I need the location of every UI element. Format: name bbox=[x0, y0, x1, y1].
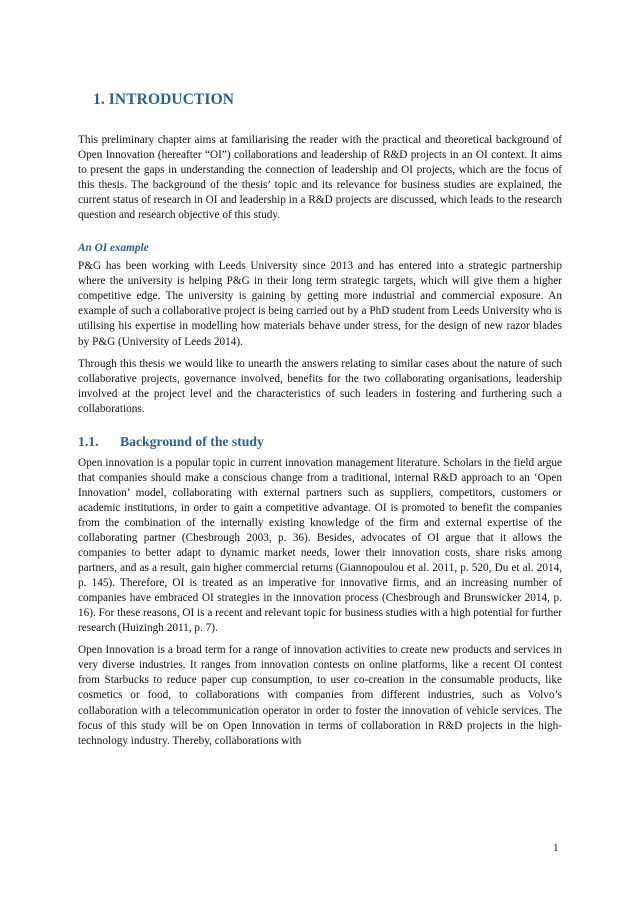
section-paragraph: Open innovation is a popular topic in current innovation management literature. Scholars in the field argue that companies should make a conscious change from a traditional, internal R&D approach to an ‘Open Innovation’ model, collaborating with external partners such as suppliers, competitors, customers or academic institutions, in order to gain a competitive advantage. OI is promoted to benefit the companies from the combination of the internally existing knowledge of the firm and external expertise of the collaborating partner (Chesbrough 2003, p. 36). Besides, advocates of OI argue that it allows the companies to better adapt to dynamic market needs, lower their innovation costs, share risks among partners, and as a result, gain higher commercial returns (Giannopoulou et al. 2011, p. 520, Du et al. 2014, p. 145). Therefore, OI is treated as an imperative for innovative firms, and an increasing number of companies have embraced OI strategies in the innovation process (Chesbrough and Brunswicker 2014, p. 16). For these reasons, OI is a recent and relevant topic for business studies with a high potential for further research (Huizingh 2011, p. 7). bbox=[78, 456, 562, 635]
example-paragraph: P&G has been working with Leeds University since 2013 and has entered into a strategic partnership where the university is helping P&G in their long term strategic targets, which will give them a higher competitive edge. The university is gaining by getting more industrial and commercial exposure. An example of such a collaborative project is being carried out by a PhD student from Leeds University who is utilising his expertise in modelling how materials behave under stress, for the design of new razor blades by P&G (University of Leeds 2014). bbox=[78, 260, 562, 348]
page-content bbox=[78, 133, 562, 756]
section-paragraph: Open Innovation is a broad term for a range of innovation activities to create new products and services in very diverse industries. It ranges from innovation contests on online platforms, like a recent OI contest from Starbucks to reduce paper cup consumption, to user co-creation in the consumable products, like cosmetics or food, to collaborations with companies from different industries, such as Volvo’s collaboration with a telecommunication operator in order to foster the innovation of vehicle services. The focus of this study will be on Open Innovation in terms of collaboration in R&D projects in the high-technology industry. Thereby, collaborations with bbox=[78, 644, 562, 747]
example-heading: An OI example bbox=[78, 242, 149, 255]
chapter-title: 1. INTRODUCTION bbox=[93, 91, 235, 108]
intro-paragraph: This preliminary chapter aims at familiarising the reader with the practical and theoretical background of Open Innovation (hereafter “OI”) collaborations and leadership of R&D projects in an OI context. It aims to present the gaps in understanding the connection of leadership and OI projects, which are the focus of this thesis. The background of the thesis’ topic and its relevance for business studies are explained, the current status of research in OI and leadership in a R&D projects are discussed, which leads to the research question and research objective of this study. bbox=[78, 134, 562, 222]
section-number: 1.1. bbox=[78, 433, 99, 449]
example-paragraph: Through this thesis we would like to unearth the answers relating to similar cases about the nature of such collaborative projects, governance involved, benefits for the two collaborating organisations, leadership involved at the project level and the characteristics of such leaders in fostering and furthering such a collaborations. bbox=[78, 357, 562, 415]
section-title: Background of the study bbox=[120, 433, 264, 449]
section-heading bbox=[78, 433, 562, 450]
page-number: 1 bbox=[553, 842, 559, 854]
